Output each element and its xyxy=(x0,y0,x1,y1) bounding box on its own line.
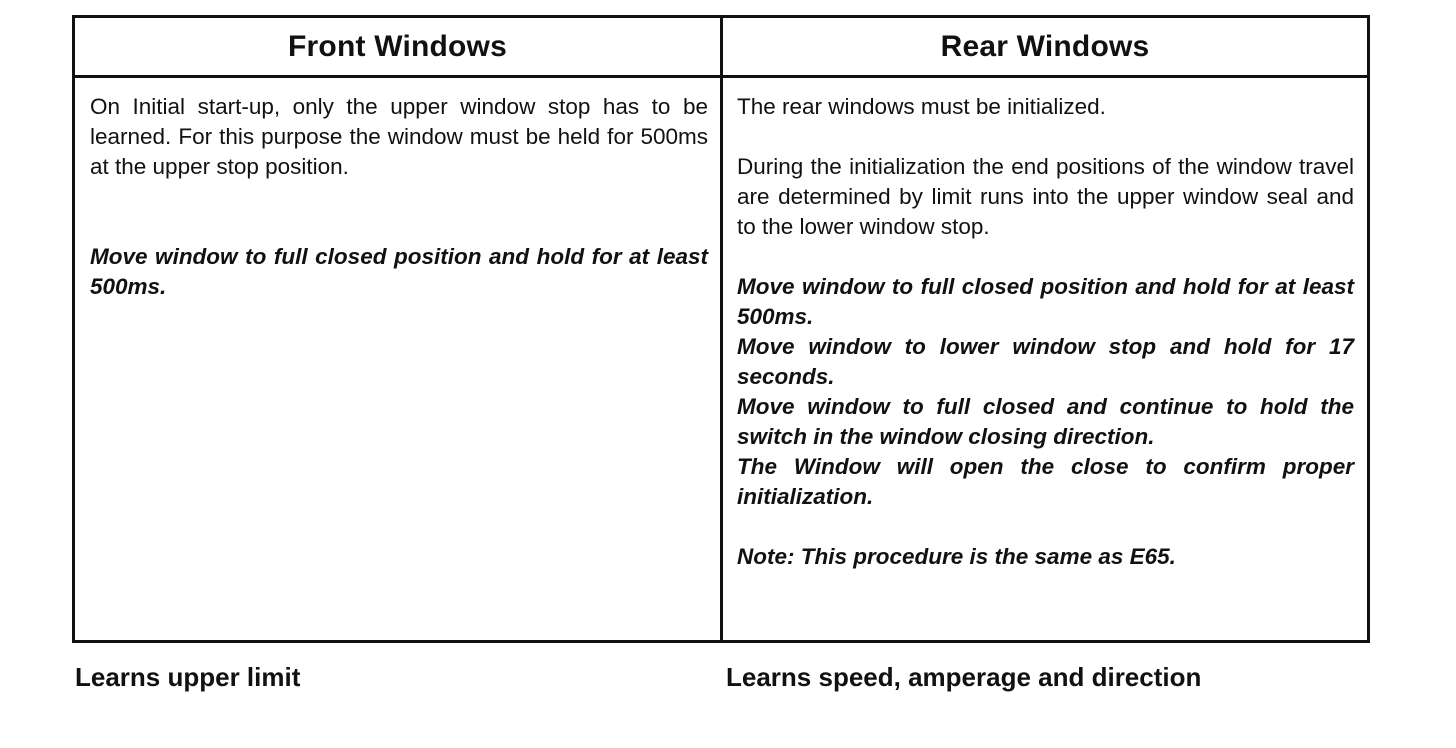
rear-windows-header: Rear Windows xyxy=(940,29,1150,63)
rear-note: Note: This procedure is the same as E65. xyxy=(737,544,1176,569)
front-caption: Learns upper limit xyxy=(75,662,301,692)
column-divider xyxy=(720,18,723,640)
front-procedure: Move window to full closed position and hold for at least 500ms. xyxy=(90,244,708,299)
rear-step-4: The Window will open the close to confirm proper initialization. xyxy=(737,454,1354,509)
rear-windows-cell xyxy=(737,92,1354,572)
front-windows-header: Front Windows xyxy=(288,29,507,63)
front-windows-cell xyxy=(90,92,708,302)
rear-intro: The rear windows must be initialized. xyxy=(737,94,1106,119)
rear-step-1: Move window to full closed position and hold for at least 500ms. xyxy=(737,274,1354,329)
front-description: On Initial start-up, only the upper window stop has to be learned. For this purpose the window must be held for 500ms at the upper stop position. xyxy=(90,94,708,179)
rear-description: During the initialization the end positions of the window travel are determined by limit runs into the upper window seal and to the lower window stop. xyxy=(737,154,1354,239)
window-initialization-table xyxy=(72,15,1370,643)
rear-step-3: Move window to full closed and continue to hold the switch in the window closing direction. xyxy=(737,394,1354,449)
rear-caption: Learns speed, amperage and direction xyxy=(726,662,1202,692)
rear-step-2: Move window to lower window stop and hold for 17 seconds. xyxy=(737,334,1354,389)
